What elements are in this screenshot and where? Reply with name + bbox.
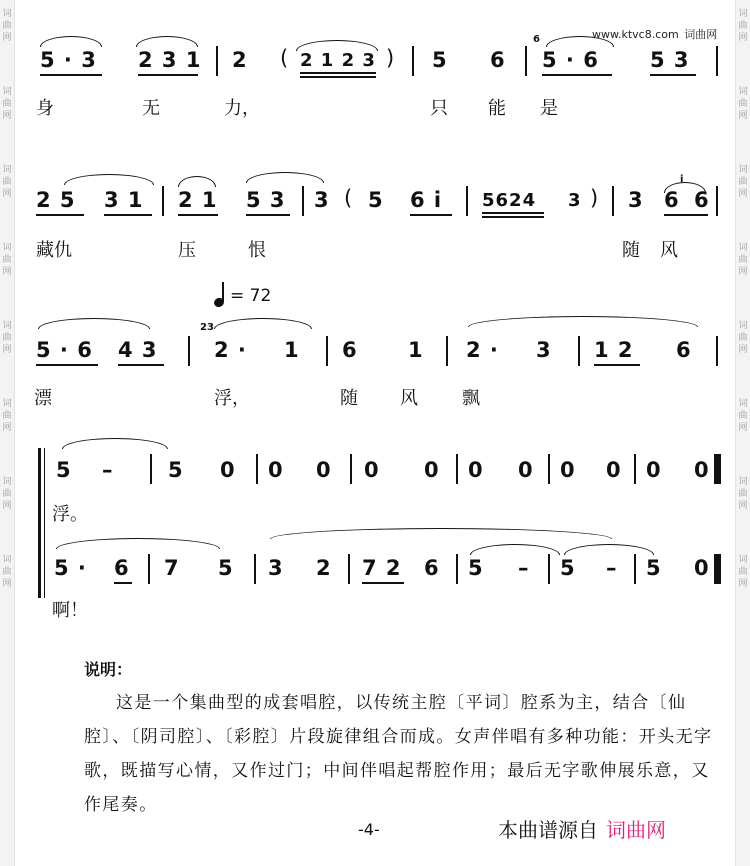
note-group: 6 — [342, 338, 358, 362]
watermark-mark: 词曲网 — [2, 555, 12, 589]
underline-beam — [36, 364, 98, 366]
tempo-marking: = 72 — [230, 286, 272, 306]
top-watermark-url — [592, 26, 719, 42]
note-group: 5 — [218, 556, 234, 580]
rest-paren: ) — [590, 186, 600, 210]
lyric: 飘 — [462, 388, 480, 409]
underline-beam — [594, 364, 640, 366]
note-group: 0 — [646, 458, 662, 482]
bar-line — [548, 454, 550, 484]
note-group: 5 — [168, 458, 184, 482]
watermark-mark: 词曲网 — [738, 399, 748, 433]
slur — [56, 538, 220, 549]
watermark-mark: 词曲网 — [2, 477, 12, 511]
underline-beam — [114, 582, 132, 584]
bar-line — [188, 336, 190, 366]
rest-paren: ( — [280, 46, 290, 70]
note-group: 6 — [424, 556, 440, 580]
note-group: 5 — [646, 556, 662, 580]
underline-beam — [104, 214, 152, 216]
note-group: 5 — [56, 458, 72, 482]
final-bar-line — [714, 554, 721, 584]
note-group: – — [102, 458, 114, 482]
slur — [470, 544, 560, 555]
note-group: 0 — [268, 458, 284, 482]
watermark-mark: 词曲网 — [738, 87, 748, 121]
note-group: 3 — [536, 338, 552, 362]
note-group: 5 — [368, 188, 384, 212]
note-group: 5 — [468, 556, 484, 580]
source-credit — [498, 814, 666, 843]
note-group: 0 — [220, 458, 236, 482]
note-group: 5 · 3 — [40, 48, 97, 72]
lyric: 风 — [400, 388, 418, 409]
bar-line — [256, 454, 258, 484]
bar-line — [548, 554, 550, 584]
lyric: 力， — [224, 98, 260, 119]
bar-line — [456, 554, 458, 584]
note-group: 0 — [468, 458, 484, 482]
note-group: 0 — [364, 458, 380, 482]
note-group: 2 — [232, 48, 248, 72]
watermark-mark: 词曲网 — [2, 321, 12, 355]
note-group: 3 — [314, 188, 330, 212]
note-group: 1 — [408, 338, 424, 362]
lyric: 能 — [488, 98, 506, 119]
slur — [564, 544, 654, 555]
note-group: 5 3 — [246, 188, 286, 212]
notes-body: 这是一个集曲型的成套唱腔，以传统主腔〔平词〕腔系为主，结合〔仙腔〕、〔阴司腔〕、〔彩腔〕片段旋律组合而成。女声伴唱有多种功能：开头无字歌，既描写心情，又作过门；中间伴唱起帮腔作用；最后无字歌伸展乐意，又作尾奏。 — [84, 693, 713, 815]
lyric: 随 — [622, 240, 640, 261]
note-group: 3 — [628, 188, 644, 212]
note-group: 2 · — [466, 338, 499, 362]
bar-line — [302, 186, 304, 216]
grace-note: 23 — [200, 322, 214, 333]
bar-line — [578, 336, 580, 366]
underline-beam — [246, 214, 290, 216]
bar-line — [456, 454, 458, 484]
note-group: 5 · — [54, 556, 87, 580]
note-group: 0 — [560, 458, 576, 482]
slur — [64, 174, 154, 185]
watermark-mark: 词曲网 — [738, 477, 748, 511]
lyric: 压 — [178, 240, 196, 261]
watermark-mark: 词曲网 — [2, 399, 12, 433]
bar-line — [716, 186, 718, 216]
underline-beam — [118, 364, 164, 366]
bar-line — [348, 554, 350, 584]
note-group: – — [518, 556, 530, 580]
note-group: 0 — [694, 556, 710, 580]
lyric: 啊！ — [52, 600, 88, 621]
lyric: 浮， — [214, 388, 250, 409]
note-group: 5624 — [482, 190, 537, 211]
final-bar-line — [714, 454, 721, 484]
slur — [40, 36, 102, 47]
note-group: 6 — [490, 48, 506, 72]
source-label: 本曲谱源自 — [498, 818, 598, 842]
note-group: 5 — [560, 556, 576, 580]
note-group: 3 — [568, 190, 582, 211]
rest-paren: ) — [386, 46, 396, 70]
bar-line — [412, 46, 414, 76]
bar-line — [150, 454, 152, 484]
note-group: 0 — [694, 458, 710, 482]
watermark-mark: 词曲网 — [738, 9, 748, 43]
watermark-mark: 词曲网 — [738, 321, 748, 355]
underline-beam — [138, 74, 198, 76]
underline-beam — [410, 214, 452, 216]
lyric: 恨 — [248, 240, 266, 261]
lyric: 随 — [340, 388, 358, 409]
rest-paren: ( — [344, 186, 354, 210]
note-group: 6 — [114, 556, 130, 580]
bar-line — [446, 336, 448, 366]
underline-beam — [178, 214, 218, 216]
note-group: 7 2 — [362, 556, 402, 580]
bar-line — [525, 46, 527, 76]
bar-line — [634, 454, 636, 484]
source-site-link[interactable]: 词曲网 — [606, 818, 666, 842]
note-group: 2 1 — [178, 188, 218, 212]
system-bracket — [44, 448, 49, 598]
watermark-url: www.ktvc8.com — [592, 28, 679, 41]
slur — [270, 528, 612, 539]
note-group: 5 · 6 — [542, 48, 599, 72]
underline-beam — [300, 72, 376, 74]
bar-line — [716, 46, 718, 76]
note-group: 2 3 1 — [138, 48, 202, 72]
lyric: 风 — [660, 240, 678, 261]
note-group: 4 3 — [118, 338, 158, 362]
slur — [178, 176, 216, 187]
left-watermark-strip — [0, 0, 15, 866]
lyric: 只 — [430, 98, 448, 119]
grace-note: 6 — [533, 34, 540, 45]
underline-beam — [40, 74, 102, 76]
note-group: 5 · 6 — [36, 338, 93, 362]
watermark-mark: 词曲网 — [2, 165, 12, 199]
bar-line — [254, 554, 256, 584]
watermark-mark: 词曲网 — [2, 87, 12, 121]
underline-beam — [664, 214, 708, 216]
slur — [38, 318, 150, 329]
watermark-mark: 词曲网 — [738, 243, 748, 277]
underline-beam — [482, 212, 544, 214]
lyric: 无 — [142, 98, 160, 119]
note-group: 6 i — [410, 188, 443, 212]
watermark-mark: 词曲网 — [2, 243, 12, 277]
bar-line — [612, 186, 614, 216]
note-group: 0 — [606, 458, 622, 482]
slur — [62, 438, 168, 449]
slur — [136, 36, 198, 47]
note-group: 2 · — [214, 338, 247, 362]
note-group: – — [606, 556, 618, 580]
slur — [214, 318, 312, 329]
bar-line — [216, 46, 218, 76]
note-group: 2 5 — [36, 188, 76, 212]
watermark-site-name: 词曲网 — [684, 28, 718, 41]
slur — [468, 316, 698, 327]
underline-beam — [482, 216, 544, 218]
note-group: 3 — [268, 556, 284, 580]
note-group: 6 — [664, 188, 680, 212]
watermark-mark: 词曲网 — [738, 555, 748, 589]
note-group: 5 3 — [650, 48, 690, 72]
underline-beam — [36, 214, 84, 216]
note-group: 0 — [424, 458, 440, 482]
note-group: 7 — [164, 556, 180, 580]
note-group: 1 — [284, 338, 300, 362]
bar-line — [716, 336, 718, 366]
bar-line — [466, 186, 468, 216]
lyric: 是 — [540, 98, 558, 119]
quarter-note-stem — [222, 282, 224, 302]
notes-heading: 说明： — [84, 660, 133, 679]
underline-beam — [542, 74, 612, 76]
watermark-mark: 词曲网 — [2, 9, 12, 43]
lyric: 浮。 — [52, 504, 88, 525]
page-number: -4- — [358, 820, 380, 839]
note-group: 5 — [432, 48, 448, 72]
bar-line — [148, 554, 150, 584]
note-group: 2 — [316, 556, 332, 580]
lyric: 漂 — [34, 388, 52, 409]
note-group: 2 1 2 3 — [300, 50, 376, 71]
note-group: 1 2 — [594, 338, 634, 362]
note-group: 0 — [316, 458, 332, 482]
bar-line — [162, 186, 164, 216]
note-group: 6 — [676, 338, 692, 362]
grace-note: i — [680, 174, 684, 185]
lyric: 身 — [36, 98, 54, 119]
underline-beam — [650, 74, 696, 76]
note-group: 3 1 — [104, 188, 144, 212]
right-watermark-strip — [735, 0, 750, 866]
bar-line — [326, 336, 328, 366]
lyric: 藏仇 — [36, 240, 72, 261]
note-group: 0 — [518, 458, 534, 482]
slur — [246, 172, 324, 183]
underline-beam — [362, 582, 404, 584]
bar-line — [350, 454, 352, 484]
note-group: 6 — [694, 188, 710, 212]
bar-line — [634, 554, 636, 584]
underline-beam — [300, 76, 376, 78]
watermark-mark: 词曲网 — [738, 165, 748, 199]
